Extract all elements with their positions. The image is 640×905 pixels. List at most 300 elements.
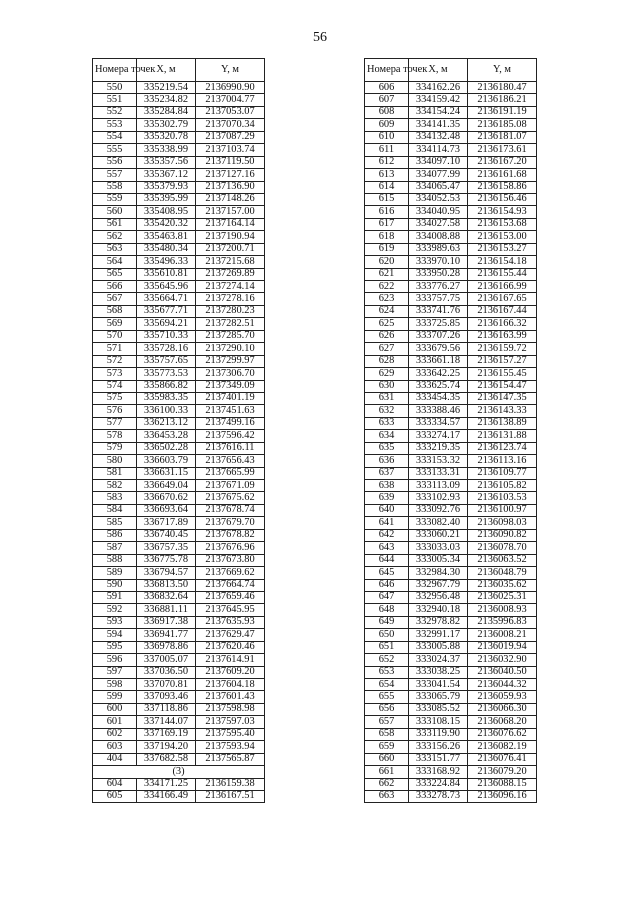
- y-coordinate-cell: 2137645.95: [196, 604, 265, 616]
- x-coordinate-cell: 335320.78: [137, 131, 196, 143]
- x-coordinate-cell: 337169.19: [137, 728, 196, 740]
- header-point-number: Номера точек: [365, 59, 409, 82]
- table-row: [93, 591, 265, 603]
- table-row: [93, 243, 265, 255]
- table-body-right: [365, 82, 537, 803]
- table-row: [93, 330, 265, 342]
- table-row: [93, 131, 265, 143]
- table-row: [93, 417, 265, 429]
- point-number-cell: 602: [93, 728, 137, 740]
- table-row: [93, 268, 265, 280]
- y-coordinate-cell: 2136153.00: [468, 231, 537, 243]
- x-coordinate-cell: 334040.95: [409, 206, 468, 218]
- point-number-cell: 632: [365, 405, 409, 417]
- x-coordinate-cell: 333082.40: [409, 517, 468, 529]
- x-coordinate-cell: 337144.07: [137, 716, 196, 728]
- x-coordinate-cell: 333065.79: [409, 691, 468, 703]
- point-number-cell: 579: [93, 442, 137, 454]
- y-coordinate-cell: 2136990.90: [196, 82, 265, 94]
- table-row: [365, 94, 537, 106]
- y-coordinate-cell: 2136155.45: [468, 368, 537, 380]
- x-coordinate-cell: 335866.82: [137, 380, 196, 392]
- table-row: [365, 318, 537, 330]
- y-coordinate-cell: 2137656.43: [196, 455, 265, 467]
- table-row: [365, 218, 537, 230]
- table-row: [93, 169, 265, 181]
- x-coordinate-cell: 333005.34: [409, 554, 468, 566]
- x-coordinate-cell: 336502.28: [137, 442, 196, 454]
- x-coordinate-cell: 333642.25: [409, 368, 468, 380]
- x-coordinate-cell: 334097.10: [409, 156, 468, 168]
- y-coordinate-cell: 2136167.44: [468, 305, 537, 317]
- point-number-cell: 639: [365, 492, 409, 504]
- x-coordinate-cell: 333224.84: [409, 778, 468, 790]
- table-row: [93, 480, 265, 492]
- point-number-cell: 626: [365, 330, 409, 342]
- y-coordinate-cell: 2136032.90: [468, 654, 537, 666]
- table-row: [365, 268, 537, 280]
- table-row: [365, 169, 537, 181]
- table-row: [93, 156, 265, 168]
- table-row: [93, 318, 265, 330]
- y-coordinate-cell: 2137597.03: [196, 716, 265, 728]
- y-coordinate-cell: 2136048.79: [468, 567, 537, 579]
- table-row: [365, 790, 537, 802]
- y-coordinate-cell: 2137087.29: [196, 131, 265, 143]
- x-coordinate-cell: 335302.79: [137, 119, 196, 131]
- table-row: [365, 741, 537, 753]
- table-row: [365, 131, 537, 143]
- table-row: [93, 641, 265, 653]
- x-coordinate-cell: 334008.88: [409, 231, 468, 243]
- x-coordinate-cell: 333153.32: [409, 455, 468, 467]
- y-coordinate-cell: 2136100.97: [468, 504, 537, 516]
- x-coordinate-cell: 335338.99: [137, 144, 196, 156]
- x-coordinate-cell: 335983.35: [137, 392, 196, 404]
- y-coordinate-cell: 2137451.63: [196, 405, 265, 417]
- y-coordinate-cell: 2136035.62: [468, 579, 537, 591]
- table-row: [93, 554, 265, 566]
- y-coordinate-cell: 2137609.20: [196, 666, 265, 678]
- table-row: [365, 504, 537, 516]
- y-coordinate-cell: 2137119.50: [196, 156, 265, 168]
- x-coordinate-cell: 333151.77: [409, 753, 468, 765]
- point-number-cell: 610: [365, 131, 409, 143]
- x-coordinate-cell: 335463.81: [137, 231, 196, 243]
- table-row: [365, 766, 537, 778]
- y-coordinate-cell: 2137349.09: [196, 380, 265, 392]
- point-number-cell: 647: [365, 591, 409, 603]
- point-number-cell: 585: [93, 517, 137, 529]
- y-coordinate-cell: 2137401.19: [196, 392, 265, 404]
- y-coordinate-cell: 2136008.93: [468, 604, 537, 616]
- x-coordinate-cell: 336917.38: [137, 616, 196, 628]
- point-number-cell: 557: [93, 169, 137, 181]
- x-coordinate-cell: 336213.12: [137, 417, 196, 429]
- table-row: [365, 542, 537, 554]
- x-coordinate-cell: 334159.42: [409, 94, 468, 106]
- table-row: [365, 604, 537, 616]
- y-coordinate-cell: 2137676.96: [196, 542, 265, 554]
- table-row: [365, 666, 537, 678]
- table-row: [365, 305, 537, 317]
- x-coordinate-cell: 335357.56: [137, 156, 196, 168]
- contour-label: (3): [93, 766, 265, 778]
- y-coordinate-cell: 2136191.19: [468, 106, 537, 118]
- table-row: [93, 392, 265, 404]
- point-number-cell: 593: [93, 616, 137, 628]
- point-number-cell: 583: [93, 492, 137, 504]
- y-coordinate-cell: 2136105.82: [468, 480, 537, 492]
- x-coordinate-cell: 336603.79: [137, 455, 196, 467]
- y-coordinate-cell: 2137665.99: [196, 467, 265, 479]
- point-number-cell: 616: [365, 206, 409, 218]
- table-row: [365, 492, 537, 504]
- x-coordinate-cell: 333219.35: [409, 442, 468, 454]
- table-row: [365, 193, 537, 205]
- table-row: [93, 293, 265, 305]
- point-number-cell: 558: [93, 181, 137, 193]
- x-coordinate-cell: 334154.24: [409, 106, 468, 118]
- table-row: [365, 243, 537, 255]
- table-row: [93, 529, 265, 541]
- point-number-cell: 574: [93, 380, 137, 392]
- y-coordinate-cell: 2136154.47: [468, 380, 537, 392]
- y-coordinate-cell: 2136066.30: [468, 703, 537, 715]
- table-row: [365, 716, 537, 728]
- y-coordinate-cell: 2136155.44: [468, 268, 537, 280]
- point-number-cell: 627: [365, 343, 409, 355]
- table-row: [93, 790, 265, 802]
- table-body-left: [93, 82, 265, 803]
- x-coordinate-cell: 332978.82: [409, 616, 468, 628]
- table-row: [365, 753, 537, 765]
- y-coordinate-cell: 2137299.97: [196, 355, 265, 367]
- point-number-cell: 662: [365, 778, 409, 790]
- y-coordinate-cell: 2137620.46: [196, 641, 265, 653]
- table-row: [365, 430, 537, 442]
- x-coordinate-cell: 332967.79: [409, 579, 468, 591]
- point-number-cell: 605: [93, 790, 137, 802]
- point-number-cell: 613: [365, 169, 409, 181]
- x-coordinate-cell: 335496.33: [137, 256, 196, 268]
- x-coordinate-cell: 336717.89: [137, 517, 196, 529]
- table-row: [93, 629, 265, 641]
- point-number-cell: 564: [93, 256, 137, 268]
- table-row: [365, 206, 537, 218]
- table-row: [93, 106, 265, 118]
- x-coordinate-cell: 332984.30: [409, 567, 468, 579]
- header-y: Y, м: [468, 59, 537, 82]
- x-coordinate-cell: 333038.25: [409, 666, 468, 678]
- point-number-cell: 568: [93, 305, 137, 317]
- x-coordinate-cell: 332940.18: [409, 604, 468, 616]
- coordinates-table-left: [92, 58, 265, 803]
- y-coordinate-cell: 2137290.10: [196, 343, 265, 355]
- x-coordinate-cell: 337118.86: [137, 703, 196, 715]
- y-coordinate-cell: 2136181.07: [468, 131, 537, 143]
- y-coordinate-cell: 2136163.99: [468, 330, 537, 342]
- y-coordinate-cell: 2136180.47: [468, 82, 537, 94]
- x-coordinate-cell: 336670.62: [137, 492, 196, 504]
- y-coordinate-cell: 2136025.31: [468, 591, 537, 603]
- point-number-cell: 551: [93, 94, 137, 106]
- x-coordinate-cell: 333950.28: [409, 268, 468, 280]
- table-row: [365, 691, 537, 703]
- point-number-cell: 598: [93, 679, 137, 691]
- x-coordinate-cell: 335645.96: [137, 281, 196, 293]
- point-number-cell: 550: [93, 82, 137, 94]
- x-coordinate-cell: 336693.64: [137, 504, 196, 516]
- y-coordinate-cell: 2137664.74: [196, 579, 265, 591]
- x-coordinate-cell: 333776.27: [409, 281, 468, 293]
- x-coordinate-cell: 333033.03: [409, 542, 468, 554]
- table-header-row: [365, 59, 537, 82]
- x-coordinate-cell: 333168.92: [409, 766, 468, 778]
- x-coordinate-cell: 336881.11: [137, 604, 196, 616]
- y-coordinate-cell: 2136154.18: [468, 256, 537, 268]
- point-number-cell: 633: [365, 417, 409, 429]
- x-coordinate-cell: 334162.26: [409, 82, 468, 94]
- point-number-cell: 597: [93, 666, 137, 678]
- y-coordinate-cell: 2137604.18: [196, 679, 265, 691]
- y-coordinate-cell: 2137190.94: [196, 231, 265, 243]
- table-row: [93, 728, 265, 740]
- point-number-cell: 612: [365, 156, 409, 168]
- table-row: [93, 604, 265, 616]
- y-coordinate-cell: 2137678.82: [196, 529, 265, 541]
- point-number-cell: 580: [93, 455, 137, 467]
- y-coordinate-cell: 2136090.82: [468, 529, 537, 541]
- x-coordinate-cell: 333757.75: [409, 293, 468, 305]
- y-coordinate-cell: 2136138.89: [468, 417, 537, 429]
- point-number-cell: 560: [93, 206, 137, 218]
- x-coordinate-cell: 335367.12: [137, 169, 196, 181]
- table-row: [365, 778, 537, 790]
- table-row: [93, 741, 265, 753]
- x-coordinate-cell: 333989.63: [409, 243, 468, 255]
- point-number-cell: 554: [93, 131, 137, 143]
- y-coordinate-cell: 2136109.77: [468, 467, 537, 479]
- point-number-cell: 587: [93, 542, 137, 554]
- x-coordinate-cell: 337070.81: [137, 679, 196, 691]
- x-coordinate-cell: 335664.71: [137, 293, 196, 305]
- point-number-cell: 572: [93, 355, 137, 367]
- point-number-cell: 553: [93, 119, 137, 131]
- x-coordinate-cell: 336794.57: [137, 567, 196, 579]
- x-coordinate-cell: 333625.74: [409, 380, 468, 392]
- y-coordinate-cell: 2136159.38: [196, 778, 265, 790]
- x-coordinate-cell: 334166.49: [137, 790, 196, 802]
- table-row: [93, 82, 265, 94]
- table-row: [93, 504, 265, 516]
- point-number-cell: 586: [93, 529, 137, 541]
- point-number-cell: 655: [365, 691, 409, 703]
- y-coordinate-cell: 2137675.62: [196, 492, 265, 504]
- table-row: [93, 368, 265, 380]
- table-row: [93, 691, 265, 703]
- y-coordinate-cell: 2136113.16: [468, 455, 537, 467]
- y-coordinate-cell: 2137679.70: [196, 517, 265, 529]
- x-coordinate-cell: 333274.17: [409, 430, 468, 442]
- point-number-cell: 611: [365, 144, 409, 156]
- header-x: X, м: [409, 59, 468, 82]
- table-row: [93, 442, 265, 454]
- y-coordinate-cell: 2136019.94: [468, 641, 537, 653]
- x-coordinate-cell: 335234.82: [137, 94, 196, 106]
- y-coordinate-cell: 2136147.35: [468, 392, 537, 404]
- x-coordinate-cell: 332991.17: [409, 629, 468, 641]
- point-number-cell: 660: [365, 753, 409, 765]
- point-number-cell: 618: [365, 231, 409, 243]
- y-coordinate-cell: 2136082.19: [468, 741, 537, 753]
- point-number-cell: 604: [93, 778, 137, 790]
- y-coordinate-cell: 2137565.87: [196, 753, 265, 765]
- y-coordinate-cell: 2137499.16: [196, 417, 265, 429]
- y-coordinate-cell: 2136153.27: [468, 243, 537, 255]
- x-coordinate-cell: 333156.26: [409, 741, 468, 753]
- point-number-cell: 607: [365, 94, 409, 106]
- y-coordinate-cell: 2136059.93: [468, 691, 537, 703]
- point-number-cell: 578: [93, 430, 137, 442]
- header-point-number: Номера точек: [93, 59, 137, 82]
- table-row: [365, 368, 537, 380]
- x-coordinate-cell: 334141.35: [409, 119, 468, 131]
- y-coordinate-cell: 2137596.42: [196, 430, 265, 442]
- y-coordinate-cell: 2137148.26: [196, 193, 265, 205]
- point-number-cell: 582: [93, 480, 137, 492]
- x-coordinate-cell: 333085.52: [409, 703, 468, 715]
- point-number-cell: 615: [365, 193, 409, 205]
- table-row: [93, 679, 265, 691]
- y-coordinate-cell: 2137629.47: [196, 629, 265, 641]
- point-number-cell: 623: [365, 293, 409, 305]
- x-coordinate-cell: 333679.56: [409, 343, 468, 355]
- table-row: [365, 82, 537, 94]
- x-coordinate-cell: 337005.07: [137, 654, 196, 666]
- x-coordinate-cell: 335395.99: [137, 193, 196, 205]
- point-number-cell: 561: [93, 218, 137, 230]
- x-coordinate-cell: 333278.73: [409, 790, 468, 802]
- x-coordinate-cell: 335773.53: [137, 368, 196, 380]
- point-number-cell: 652: [365, 654, 409, 666]
- point-number-cell: 595: [93, 641, 137, 653]
- x-coordinate-cell: 335710.33: [137, 330, 196, 342]
- point-number-cell: 567: [93, 293, 137, 305]
- point-number-cell: 645: [365, 567, 409, 579]
- table-row: [93, 579, 265, 591]
- y-coordinate-cell: 2137280.23: [196, 305, 265, 317]
- point-number-cell: 552: [93, 106, 137, 118]
- y-coordinate-cell: 2136103.53: [468, 492, 537, 504]
- y-coordinate-cell: 2135996.83: [468, 616, 537, 628]
- table-row: [93, 355, 265, 367]
- y-coordinate-cell: 2136096.16: [468, 790, 537, 802]
- point-number-cell: 648: [365, 604, 409, 616]
- y-coordinate-cell: 2137274.14: [196, 281, 265, 293]
- x-coordinate-cell: 336100.33: [137, 405, 196, 417]
- table-row: [93, 94, 265, 106]
- x-coordinate-cell: 334171.25: [137, 778, 196, 790]
- y-coordinate-cell: 2137671.09: [196, 480, 265, 492]
- x-coordinate-cell: 333119.90: [409, 728, 468, 740]
- y-coordinate-cell: 2136166.32: [468, 318, 537, 330]
- table-row: [365, 554, 537, 566]
- y-coordinate-cell: 2137278.16: [196, 293, 265, 305]
- x-coordinate-cell: 333060.21: [409, 529, 468, 541]
- table-row: [93, 455, 265, 467]
- point-number-cell: 577: [93, 417, 137, 429]
- point-number-cell: 589: [93, 567, 137, 579]
- point-number-cell: 628: [365, 355, 409, 367]
- y-coordinate-cell: 2137669.62: [196, 567, 265, 579]
- y-coordinate-cell: 2136154.93: [468, 206, 537, 218]
- point-number-cell: 661: [365, 766, 409, 778]
- x-coordinate-cell: 333970.10: [409, 256, 468, 268]
- x-coordinate-cell: 334114.73: [409, 144, 468, 156]
- table-row: [93, 181, 265, 193]
- x-coordinate-cell: 334132.48: [409, 131, 468, 143]
- table-row: [93, 380, 265, 392]
- x-coordinate-cell: 334027.58: [409, 218, 468, 230]
- table-row: [93, 193, 265, 205]
- y-coordinate-cell: 2136131.88: [468, 430, 537, 442]
- table-row: [93, 281, 265, 293]
- table-row: [365, 343, 537, 355]
- table-row: [93, 716, 265, 728]
- table-row: [93, 778, 265, 790]
- x-coordinate-cell: 333092.76: [409, 504, 468, 516]
- table-row: [93, 430, 265, 442]
- x-coordinate-cell: 335610.81: [137, 268, 196, 280]
- y-coordinate-cell: 2136159.72: [468, 343, 537, 355]
- x-coordinate-cell: 336757.35: [137, 542, 196, 554]
- table-row: [365, 144, 537, 156]
- x-coordinate-cell: 333102.93: [409, 492, 468, 504]
- x-coordinate-cell: 336941.77: [137, 629, 196, 641]
- point-number-cell: 571: [93, 343, 137, 355]
- y-coordinate-cell: 2137673.80: [196, 554, 265, 566]
- x-coordinate-cell: 336740.45: [137, 529, 196, 541]
- point-number-cell: 609: [365, 119, 409, 131]
- point-number-cell: 640: [365, 504, 409, 516]
- table-row: [93, 654, 265, 666]
- point-number-cell: 649: [365, 616, 409, 628]
- y-coordinate-cell: 2136008.21: [468, 629, 537, 641]
- point-number-cell: 619: [365, 243, 409, 255]
- table-header-row: [93, 59, 265, 82]
- x-coordinate-cell: 333707.26: [409, 330, 468, 342]
- table-row: [93, 753, 265, 765]
- point-number-cell: 657: [365, 716, 409, 728]
- table-row: [365, 405, 537, 417]
- y-coordinate-cell: 2137678.74: [196, 504, 265, 516]
- y-coordinate-cell: 2136098.03: [468, 517, 537, 529]
- table-row: [93, 218, 265, 230]
- table-row: [365, 679, 537, 691]
- y-coordinate-cell: 2136166.99: [468, 281, 537, 293]
- x-coordinate-cell: 336649.04: [137, 480, 196, 492]
- x-coordinate-cell: 336813.50: [137, 579, 196, 591]
- y-coordinate-cell: 2136167.65: [468, 293, 537, 305]
- table-row: [93, 467, 265, 479]
- point-number-cell: 621: [365, 268, 409, 280]
- table-row: [365, 181, 537, 193]
- x-coordinate-cell: 337036.50: [137, 666, 196, 678]
- point-number-cell: 630: [365, 380, 409, 392]
- x-coordinate-cell: 335728.16: [137, 343, 196, 355]
- y-coordinate-cell: 2136157.27: [468, 355, 537, 367]
